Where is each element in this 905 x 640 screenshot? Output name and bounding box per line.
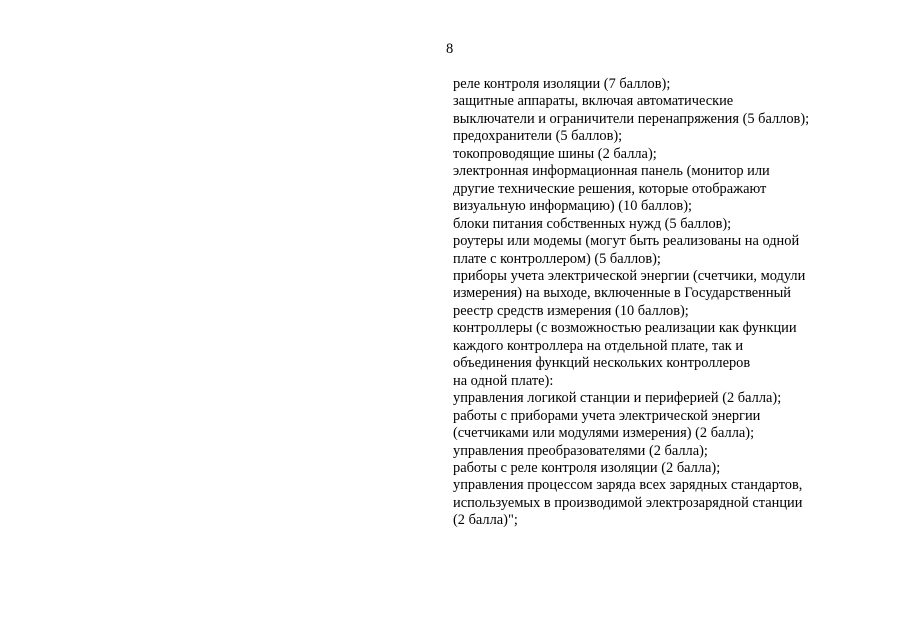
text-line-16: каждого контроллера на отдельной плате, так и: [453, 337, 744, 354]
text-line-7: другие технические решения, которые отображают: [453, 180, 767, 197]
text-line-15: контроллеры (с возможностью реализации как функции: [453, 320, 797, 337]
text-line-10: роутеры или модемы (могут быть реализованы на одной: [453, 233, 800, 250]
text-line-11: плате с контроллером) (5 баллов);: [453, 250, 661, 267]
text-line-13: измерения) на выходе, включенные в Государственный: [453, 285, 791, 302]
text-line-12: приборы учета электрической энергии (счетчики, модули: [453, 267, 806, 284]
text-line-25: используемых в производимой электрозарядной станции: [453, 494, 803, 511]
text-line-3: выключатели и ограничители перенапряжения (5 баллов);: [453, 110, 810, 127]
text-line-22: управления преобразователями (2 балла);: [453, 442, 708, 459]
text-line-17: объединения функций нескольких контроллеров: [453, 355, 751, 372]
text-line-24: управления процессом заряда всех зарядных стандартов,: [453, 477, 803, 494]
text-line-20: работы с приборами учета электрической энергии: [453, 407, 761, 424]
page-number: 8: [446, 41, 454, 57]
text-line-26: (2 балла)";: [453, 512, 518, 529]
text-line-2: защитные аппараты, включая автоматические: [453, 93, 734, 110]
text-line-6: электронная информационная панель (монитор или: [453, 163, 770, 180]
text-line-4: предохранители (5 баллов);: [453, 128, 623, 145]
text-line-5: токопроводящие шины (2 балла);: [453, 145, 657, 162]
text-line-8: визуальную информацию) (10 баллов);: [453, 198, 692, 215]
text-line-23: работы с реле контроля изоляции (2 балла);: [453, 459, 721, 476]
text-line-19: управления логикой станции и периферией (2 балла);: [453, 390, 782, 407]
text-line-14: реестр средств измерения (10 баллов);: [453, 302, 689, 319]
text-line-1: реле контроля изоляции (7 баллов);: [453, 76, 671, 92]
text-line-21: (счетчиками или модулями измерения) (2 балла);: [453, 425, 755, 442]
text-line-9: блоки питания собственных нужд (5 баллов);: [453, 215, 732, 232]
document-body: [453, 76, 898, 530]
text-line-18: на одной плате):: [453, 372, 554, 389]
